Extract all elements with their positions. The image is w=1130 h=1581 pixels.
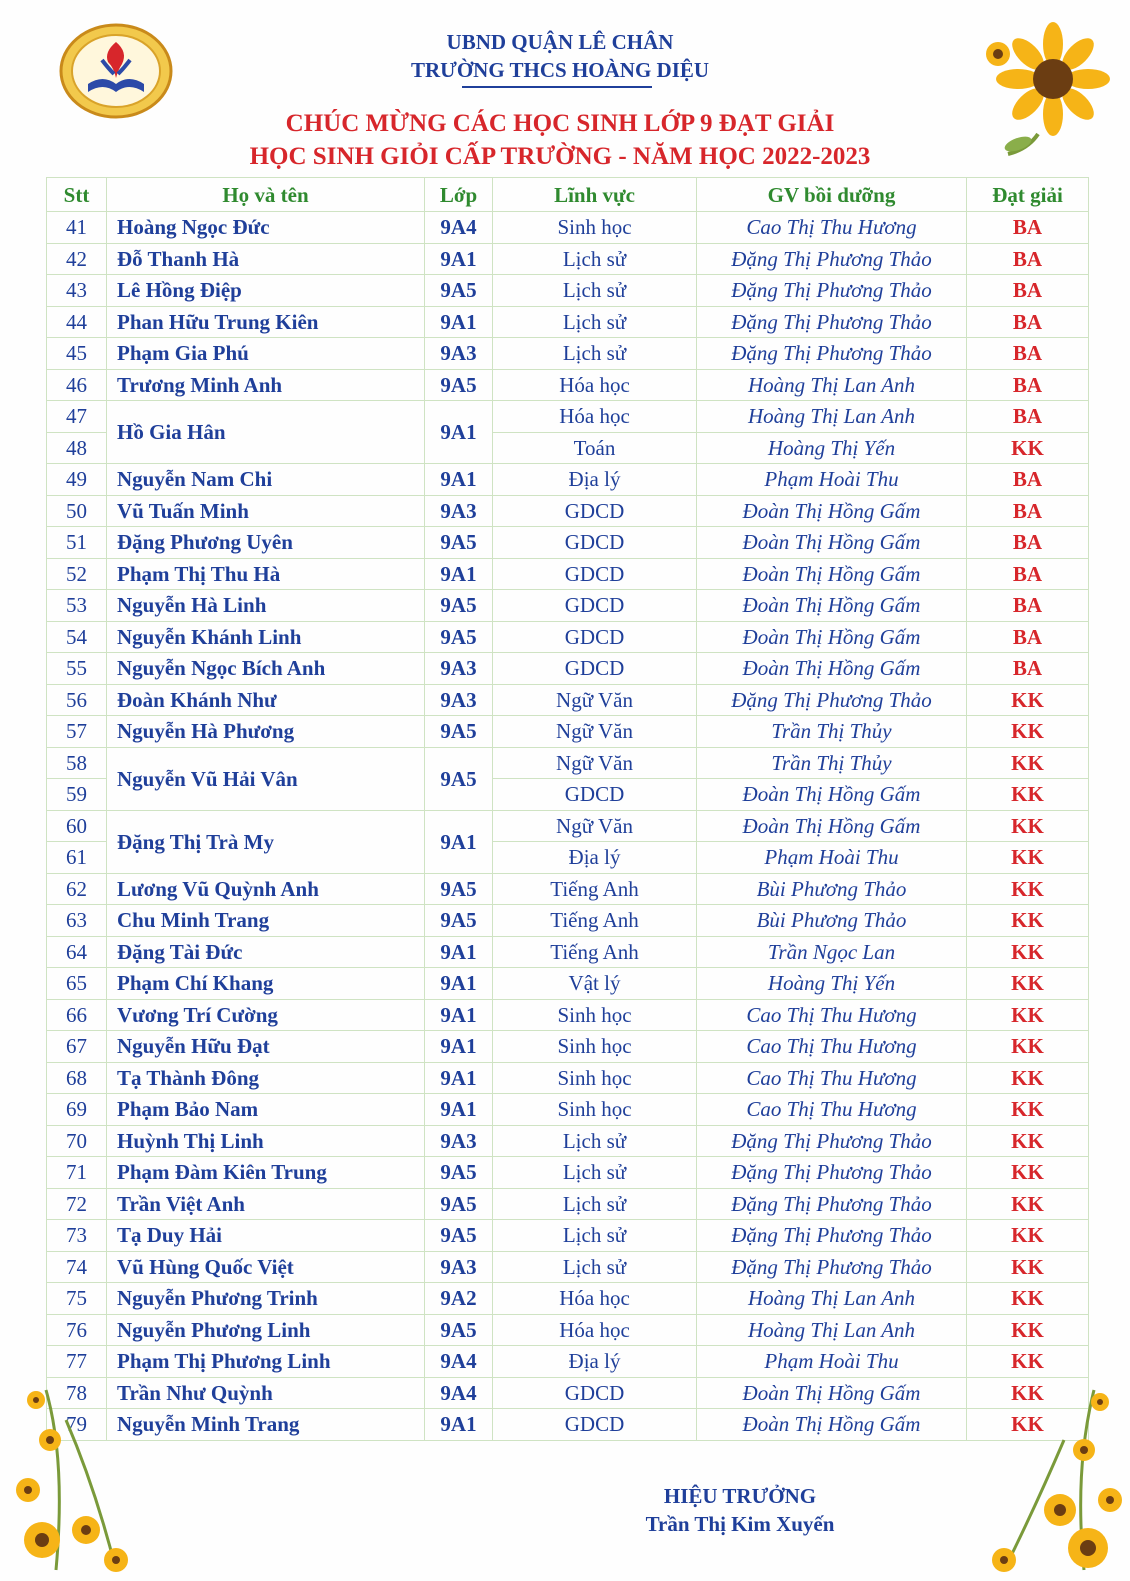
stt-cell: 74 [47, 1251, 107, 1283]
class-cell: 9A1 [425, 401, 493, 464]
prize-cell: KK [967, 684, 1089, 716]
table-row [47, 464, 1089, 496]
student-name-cell: Nguyễn Phương Linh [107, 1314, 425, 1346]
class-cell: 9A3 [425, 684, 493, 716]
prize-cell: BA [967, 558, 1089, 590]
table-row [47, 905, 1089, 937]
teacher-cell: Hoàng Thị Yến [697, 432, 967, 464]
stt-cell: 56 [47, 684, 107, 716]
class-cell: 9A5 [425, 369, 493, 401]
field-cell: Sinh học [493, 1062, 697, 1094]
stt-cell: 50 [47, 495, 107, 527]
sunflower-icon [964, 1380, 1124, 1576]
student-name-cell: Hoàng Ngọc Đức [107, 212, 425, 244]
table-row [47, 653, 1089, 685]
table-row [47, 369, 1089, 401]
stt-cell: 45 [47, 338, 107, 370]
teacher-cell: Đặng Thị Phương Thảo [697, 275, 967, 307]
field-cell: Địa lý [493, 1346, 697, 1378]
prize-cell: BA [967, 527, 1089, 559]
teacher-cell: Đoàn Thị Hồng Gấm [697, 621, 967, 653]
teacher-cell: Đặng Thị Phương Thảo [697, 1251, 967, 1283]
stt-cell: 75 [47, 1283, 107, 1315]
field-cell: GDCD [493, 527, 697, 559]
table-row [47, 1125, 1089, 1157]
stt-cell: 62 [47, 873, 107, 905]
field-cell: Sinh học [493, 999, 697, 1031]
prize-cell: KK [967, 1094, 1089, 1126]
teacher-cell: Đặng Thị Phương Thảo [697, 1188, 967, 1220]
table-row [47, 1094, 1089, 1126]
prize-cell: BA [967, 495, 1089, 527]
class-cell: 9A5 [425, 873, 493, 905]
student-name-cell: Phạm Thị Thu Hà [107, 558, 425, 590]
student-name-cell: Chu Minh Trang [107, 905, 425, 937]
class-cell: 9A5 [425, 1314, 493, 1346]
stt-cell: 48 [47, 432, 107, 464]
signature-role: HIỆU TRƯỞNG [663, 1484, 817, 1508]
teacher-cell: Đoàn Thị Hồng Gấm [697, 495, 967, 527]
class-cell: 9A5 [425, 747, 493, 810]
field-cell: Lịch sử [493, 338, 697, 370]
awards-table [46, 177, 1089, 1441]
class-cell: 9A3 [425, 338, 493, 370]
table-row [47, 212, 1089, 244]
class-cell: 9A5 [425, 1157, 493, 1189]
student-name-cell: Nguyễn Hà Phương [107, 716, 425, 748]
stt-cell: 47 [47, 401, 107, 433]
teacher-cell: Cao Thị Thu Hương [697, 1094, 967, 1126]
stt-cell: 73 [47, 1220, 107, 1252]
prize-cell: KK [967, 842, 1089, 874]
student-name-cell: Phạm Thị Phương Linh [107, 1346, 425, 1378]
stt-cell: 78 [47, 1377, 107, 1409]
prize-cell: KK [967, 1346, 1089, 1378]
table-row [47, 275, 1089, 307]
signature-name: Trần Thị Kim Xuyến [645, 1512, 835, 1536]
class-cell: 9A1 [425, 558, 493, 590]
student-name-cell: Phạm Bảo Nam [107, 1094, 425, 1126]
stt-cell: 68 [47, 1062, 107, 1094]
table-row [47, 306, 1089, 338]
student-name-cell: Phan Hữu Trung Kiên [107, 306, 425, 338]
stt-cell: 65 [47, 968, 107, 1000]
table-row [47, 1314, 1089, 1346]
field-cell: Lịch sử [493, 1157, 697, 1189]
teacher-cell: Đặng Thị Phương Thảo [697, 306, 967, 338]
header-underline [462, 86, 652, 88]
class-cell: 9A3 [425, 1125, 493, 1157]
table-row [47, 999, 1089, 1031]
table-row [47, 1346, 1089, 1378]
stt-cell: 61 [47, 842, 107, 874]
teacher-cell: Đoàn Thị Hồng Gấm [697, 527, 967, 559]
stt-cell: 63 [47, 905, 107, 937]
class-cell: 9A5 [425, 275, 493, 307]
announcement-title: CHÚC MỪNG CÁC HỌC SINH LỚP 9 ĐẠT GIẢI [285, 110, 835, 137]
table-row [47, 1062, 1089, 1094]
field-cell: Địa lý [493, 842, 697, 874]
prize-cell: KK [967, 747, 1089, 779]
teacher-cell: Phạm Hoài Thu [697, 464, 967, 496]
table-row [47, 1409, 1089, 1441]
table-row [47, 810, 1089, 842]
teacher-cell: Bùi Phương Thảo [697, 873, 967, 905]
stt-cell: 76 [47, 1314, 107, 1346]
stt-cell: 46 [47, 369, 107, 401]
table-row [47, 243, 1089, 275]
table-row [47, 621, 1089, 653]
stt-cell: 41 [47, 212, 107, 244]
teacher-cell: Đặng Thị Phương Thảo [697, 684, 967, 716]
prize-cell: KK [967, 1314, 1089, 1346]
stt-cell: 64 [47, 936, 107, 968]
prize-cell: KK [967, 810, 1089, 842]
teacher-cell: Trần Ngọc Lan [697, 936, 967, 968]
stt-cell: 71 [47, 1157, 107, 1189]
student-name-cell: Trương Minh Anh [107, 369, 425, 401]
district-name: UBND QUẬN LÊ CHÂN [446, 30, 674, 54]
field-cell: Lịch sử [493, 243, 697, 275]
student-name-cell: Trần Như Quỳnh [107, 1377, 425, 1409]
table-row [47, 495, 1089, 527]
class-cell: 9A4 [425, 1346, 493, 1378]
student-name-cell: Đặng Phương Uyên [107, 527, 425, 559]
prize-cell: KK [967, 432, 1089, 464]
teacher-cell: Đoàn Thị Hồng Gấm [697, 1409, 967, 1441]
student-name-cell: Nguyễn Hà Linh [107, 590, 425, 622]
teacher-cell: Hoàng Thị Lan Anh [697, 1314, 967, 1346]
stt-cell: 79 [47, 1409, 107, 1441]
field-cell: Lịch sử [493, 1251, 697, 1283]
prize-cell: KK [967, 968, 1089, 1000]
prize-cell: KK [967, 1251, 1089, 1283]
student-name-cell: Đoàn Khánh Như [107, 684, 425, 716]
prize-cell: BA [967, 590, 1089, 622]
stt-cell: 44 [47, 306, 107, 338]
student-name-cell: Tạ Thành Đông [107, 1062, 425, 1094]
column-header-teacher: GV bồi dưỡng [697, 178, 967, 212]
prize-cell: KK [967, 999, 1089, 1031]
class-cell: 9A1 [425, 1062, 493, 1094]
prize-cell: KK [967, 1157, 1089, 1189]
class-cell: 9A1 [425, 968, 493, 1000]
class-cell: 9A3 [425, 1251, 493, 1283]
class-cell: 9A2 [425, 1283, 493, 1315]
prize-cell: KK [967, 779, 1089, 811]
prize-cell: BA [967, 243, 1089, 275]
teacher-cell: Đặng Thị Phương Thảo [697, 1220, 967, 1252]
stt-cell: 43 [47, 275, 107, 307]
student-name-cell: Đỗ Thanh Hà [107, 243, 425, 275]
stt-cell: 72 [47, 1188, 107, 1220]
table-row [47, 338, 1089, 370]
field-cell: GDCD [493, 1377, 697, 1409]
stt-cell: 60 [47, 810, 107, 842]
field-cell: Lịch sử [493, 275, 697, 307]
column-header-name: Họ và tên [107, 178, 425, 212]
column-header-class: Lớp [425, 178, 493, 212]
table-row [47, 1220, 1089, 1252]
student-name-cell: Nguyễn Minh Trang [107, 1409, 425, 1441]
prize-cell: BA [967, 464, 1089, 496]
student-name-cell: Phạm Đàm Kiên Trung [107, 1157, 425, 1189]
class-cell: 9A3 [425, 653, 493, 685]
prize-cell: BA [967, 275, 1089, 307]
stt-cell: 42 [47, 243, 107, 275]
student-name-cell: Vương Trí Cường [107, 999, 425, 1031]
table-header-row [47, 178, 1089, 212]
prize-cell: KK [967, 1062, 1089, 1094]
teacher-cell: Cao Thị Thu Hương [697, 212, 967, 244]
table-row [47, 558, 1089, 590]
student-name-cell: Trần Việt Anh [107, 1188, 425, 1220]
class-cell: 9A5 [425, 1188, 493, 1220]
teacher-cell: Hoàng Thị Lan Anh [697, 369, 967, 401]
student-name-cell: Vũ Hùng Quốc Việt [107, 1251, 425, 1283]
class-cell: 9A1 [425, 1094, 493, 1126]
class-cell: 9A1 [425, 1409, 493, 1441]
prize-cell: BA [967, 653, 1089, 685]
class-cell: 9A3 [425, 495, 493, 527]
class-cell: 9A1 [425, 464, 493, 496]
field-cell: Ngữ Văn [493, 716, 697, 748]
student-name-cell: Vũ Tuấn Minh [107, 495, 425, 527]
class-cell: 9A5 [425, 1220, 493, 1252]
field-cell: Hóa học [493, 1283, 697, 1315]
field-cell: Hóa học [493, 369, 697, 401]
field-cell: Sinh học [493, 212, 697, 244]
field-cell: Sinh học [493, 1031, 697, 1063]
student-name-cell: Phạm Chí Khang [107, 968, 425, 1000]
class-cell: 9A5 [425, 905, 493, 937]
field-cell: GDCD [493, 590, 697, 622]
teacher-cell: Đặng Thị Phương Thảo [697, 1125, 967, 1157]
stt-cell: 67 [47, 1031, 107, 1063]
field-cell: Hóa học [493, 401, 697, 433]
prize-cell: KK [967, 1220, 1089, 1252]
stt-cell: 51 [47, 527, 107, 559]
field-cell: GDCD [493, 621, 697, 653]
teacher-cell: Hoàng Thị Lan Anh [697, 1283, 967, 1315]
column-header-field: Lĩnh vực [493, 178, 697, 212]
field-cell: Lịch sử [493, 1188, 697, 1220]
teacher-cell: Hoàng Thị Yến [697, 968, 967, 1000]
stt-cell: 49 [47, 464, 107, 496]
field-cell: Ngữ Văn [493, 810, 697, 842]
stt-cell: 55 [47, 653, 107, 685]
stt-cell: 54 [47, 621, 107, 653]
student-name-cell: Nguyễn Khánh Linh [107, 621, 425, 653]
table-row [47, 936, 1089, 968]
teacher-cell: Hoàng Thị Lan Anh [697, 401, 967, 433]
field-cell: GDCD [493, 558, 697, 590]
teacher-cell: Cao Thị Thu Hương [697, 1062, 967, 1094]
student-name-cell: Đặng Tài Đức [107, 936, 425, 968]
table-row [47, 1283, 1089, 1315]
teacher-cell: Bùi Phương Thảo [697, 905, 967, 937]
table-row [47, 684, 1089, 716]
prize-cell: KK [967, 1283, 1089, 1315]
field-cell: Hóa học [493, 1314, 697, 1346]
student-name-cell: Nguyễn Hữu Đạt [107, 1031, 425, 1063]
table-row [47, 1188, 1089, 1220]
prize-cell: KK [967, 1031, 1089, 1063]
prize-cell: KK [967, 1377, 1089, 1409]
table-row [47, 716, 1089, 748]
field-cell: GDCD [493, 653, 697, 685]
prize-cell: KK [967, 1409, 1089, 1441]
stt-cell: 66 [47, 999, 107, 1031]
field-cell: Lịch sử [493, 306, 697, 338]
teacher-cell: Phạm Hoài Thu [697, 842, 967, 874]
teacher-cell: Đoàn Thị Hồng Gấm [697, 1377, 967, 1409]
school-name: TRƯỜNG THCS HOÀNG DIỆU [410, 58, 710, 82]
student-name-cell: Nguyễn Nam Chi [107, 464, 425, 496]
student-name-cell: Lê Hồng Điệp [107, 275, 425, 307]
column-header-prize: Đạt giải [967, 178, 1089, 212]
table-row [47, 1377, 1089, 1409]
stt-cell: 77 [47, 1346, 107, 1378]
class-cell: 9A5 [425, 590, 493, 622]
teacher-cell: Đặng Thị Phương Thảo [697, 338, 967, 370]
prize-cell: BA [967, 212, 1089, 244]
student-name-cell: Hồ Gia Hân [107, 401, 425, 464]
table-row [47, 968, 1089, 1000]
stt-cell: 53 [47, 590, 107, 622]
student-name-cell: Nguyễn Phương Trinh [107, 1283, 425, 1315]
prize-cell: KK [967, 1125, 1089, 1157]
table-row [47, 1157, 1089, 1189]
class-cell: 9A1 [425, 810, 493, 873]
field-cell: Tiếng Anh [493, 873, 697, 905]
class-cell: 9A4 [425, 1377, 493, 1409]
sunflower-icon [6, 1380, 156, 1576]
table-row [47, 873, 1089, 905]
student-name-cell: Đặng Thị Trà My [107, 810, 425, 873]
teacher-cell: Đoàn Thị Hồng Gấm [697, 779, 967, 811]
field-cell: Lịch sử [493, 1125, 697, 1157]
stt-cell: 52 [47, 558, 107, 590]
teacher-cell: Cao Thị Thu Hương [697, 1031, 967, 1063]
class-cell: 9A1 [425, 243, 493, 275]
field-cell: Ngữ Văn [493, 747, 697, 779]
teacher-cell: Trần Thị Thủy [697, 716, 967, 748]
table-row [47, 1031, 1089, 1063]
stt-cell: 57 [47, 716, 107, 748]
prize-cell: BA [967, 621, 1089, 653]
field-cell: Sinh học [493, 1094, 697, 1126]
teacher-cell: Đoàn Thị Hồng Gấm [697, 653, 967, 685]
student-name-cell: Huỳnh Thị Linh [107, 1125, 425, 1157]
stt-cell: 59 [47, 779, 107, 811]
teacher-cell: Đặng Thị Phương Thảo [697, 1157, 967, 1189]
field-cell: Vật lý [493, 968, 697, 1000]
field-cell: GDCD [493, 779, 697, 811]
class-cell: 9A5 [425, 527, 493, 559]
table-row [47, 590, 1089, 622]
student-name-cell: Lương Vũ Quỳnh Anh [107, 873, 425, 905]
field-cell: Ngữ Văn [493, 684, 697, 716]
announcement-subtitle: HỌC SINH GIỎI CẤP TRƯỜNG - NĂM HỌC 2022-2023 [249, 143, 871, 170]
student-name-cell: Nguyễn Vũ Hải Vân [107, 747, 425, 810]
prize-cell: BA [967, 369, 1089, 401]
field-cell: Toán [493, 432, 697, 464]
class-cell: 9A5 [425, 621, 493, 653]
stt-cell: 70 [47, 1125, 107, 1157]
student-name-cell: Tạ Duy Hải [107, 1220, 425, 1252]
class-cell: 9A5 [425, 716, 493, 748]
class-cell: 9A1 [425, 999, 493, 1031]
field-cell: Địa lý [493, 464, 697, 496]
stt-cell: 69 [47, 1094, 107, 1126]
class-cell: 9A1 [425, 1031, 493, 1063]
class-cell: 9A1 [425, 936, 493, 968]
field-cell: Tiếng Anh [493, 905, 697, 937]
stt-cell: 58 [47, 747, 107, 779]
prize-cell: BA [967, 338, 1089, 370]
field-cell: GDCD [493, 495, 697, 527]
prize-cell: KK [967, 905, 1089, 937]
prize-cell: KK [967, 716, 1089, 748]
teacher-cell: Trần Thị Thủy [697, 747, 967, 779]
teacher-cell: Đoàn Thị Hồng Gấm [697, 558, 967, 590]
table-row [47, 747, 1089, 779]
field-cell: Lịch sử [493, 1220, 697, 1252]
table-row [47, 527, 1089, 559]
prize-cell: KK [967, 936, 1089, 968]
class-cell: 9A4 [425, 212, 493, 244]
prize-cell: KK [967, 1188, 1089, 1220]
teacher-cell: Đoàn Thị Hồng Gấm [697, 810, 967, 842]
student-name-cell: Phạm Gia Phú [107, 338, 425, 370]
table-row [47, 401, 1089, 433]
school-logo-icon [58, 22, 174, 120]
teacher-cell: Phạm Hoài Thu [697, 1346, 967, 1378]
field-cell: GDCD [493, 1409, 697, 1441]
column-header-stt: Stt [47, 178, 107, 212]
table-row [47, 1251, 1089, 1283]
student-name-cell: Nguyễn Ngọc Bích Anh [107, 653, 425, 685]
class-cell: 9A1 [425, 306, 493, 338]
teacher-cell: Đoàn Thị Hồng Gấm [697, 590, 967, 622]
field-cell: Tiếng Anh [493, 936, 697, 968]
prize-cell: BA [967, 401, 1089, 433]
teacher-cell: Đặng Thị Phương Thảo [697, 243, 967, 275]
sunflower-icon [968, 14, 1118, 164]
prize-cell: BA [967, 306, 1089, 338]
prize-cell: KK [967, 873, 1089, 905]
teacher-cell: Cao Thị Thu Hương [697, 999, 967, 1031]
